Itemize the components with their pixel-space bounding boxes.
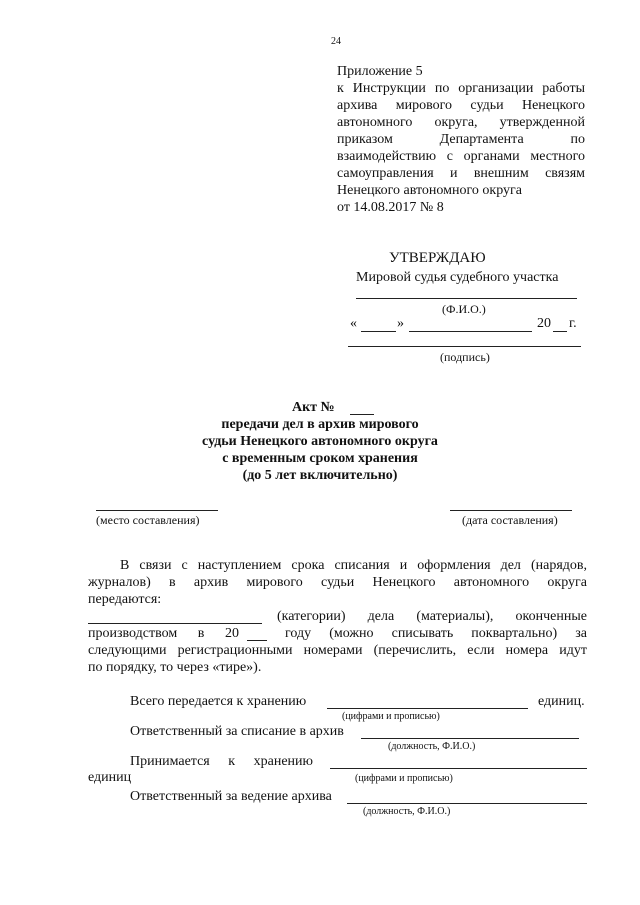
body-text-line: производством в 20 <box>88 626 239 641</box>
date-suffix: г. <box>569 316 577 331</box>
appendix-line: взаимодействию с органами местного <box>337 149 585 164</box>
fio-line <box>356 298 577 299</box>
responsible-archive-caption: (должность, Ф.И.О.) <box>363 806 451 817</box>
accepted-label: Принимается к хранению <box>130 754 313 769</box>
date-year-line <box>553 331 567 332</box>
appendix-line: самоуправления и внешним связям <box>337 166 585 181</box>
place-line <box>96 510 218 511</box>
total-caption: (цифрами и прописью) <box>342 711 440 722</box>
total-suffix: единиц. <box>538 694 585 709</box>
appendix-line: к Инструкции по организации работы <box>337 81 585 96</box>
body-text-line: по порядку, то через «тире»). <box>88 660 262 675</box>
act-number-label: Акт № <box>292 400 335 415</box>
body-text-line: В связи с наступлением срока списания и оформления дел (нарядов, <box>120 558 587 573</box>
responsible-archive-line <box>347 803 587 804</box>
appendix-line: приказом Департамента по <box>337 132 585 147</box>
responsible-writeoff-caption: (должность, Ф.И.О.) <box>388 741 476 752</box>
act-title-line: судьи Ненецкого автономного округа <box>202 434 438 449</box>
fio-caption: (Ф.И.О.) <box>442 302 486 316</box>
act-number-line <box>350 414 374 415</box>
act-title-line: (до 5 лет включительно) <box>242 468 398 483</box>
signature-line <box>348 346 581 347</box>
accepted-caption: (цифрами и прописью) <box>355 773 453 784</box>
responsible-archive-label: Ответственный за ведение архива <box>130 789 332 804</box>
place-caption: (место составления) <box>96 513 200 527</box>
appendix-line: архива мирового судьи Ненецкого <box>337 98 585 113</box>
category-line <box>88 623 262 624</box>
responsible-writeoff-line <box>361 738 579 739</box>
year-line <box>247 640 267 641</box>
accepted-units: единиц <box>88 770 132 785</box>
appendix-line: Ненецкого автономного округа <box>337 183 522 198</box>
date-month-line <box>409 331 532 332</box>
body-text-line: году (можно списывать поквартально) за <box>285 626 587 641</box>
date-compose-line <box>450 510 572 511</box>
date-compose-caption: (дата составления) <box>462 513 558 527</box>
appendix-title: Приложение 5 <box>337 64 423 79</box>
date-close-quote: » <box>397 316 404 331</box>
total-label: Всего передается к хранению <box>130 694 307 709</box>
body-text-line: передаются: <box>88 592 162 607</box>
approval-position: Мировой судья судебного участка <box>356 270 559 285</box>
appendix-date: от 14.08.2017 № 8 <box>337 200 444 215</box>
date-day-line <box>361 331 396 332</box>
body-text-line: следующими регистрационными номерами (перечислить, если номера идут <box>88 643 587 658</box>
signature-caption: (подпись) <box>440 350 490 364</box>
page-number: 24 <box>331 36 341 47</box>
responsible-writeoff-label: Ответственный за списание в архив <box>130 724 344 739</box>
body-text-line: (категории) дела (материалы), оконченные <box>277 609 587 624</box>
date-open-quote: « <box>350 316 357 331</box>
act-title-line: с временным сроком хранения <box>222 451 418 466</box>
appendix-line: автономного округа, утвержденной <box>337 115 585 130</box>
act-title-line: передачи дел в архив мирового <box>221 417 419 432</box>
approval-title: УТВЕРЖДАЮ <box>389 250 486 266</box>
body-text-line: журналов) в архив мирового судьи Ненецкого автономного округа <box>88 575 587 590</box>
accepted-line <box>330 768 587 769</box>
total-line <box>327 708 528 709</box>
date-year: 20 <box>537 316 551 331</box>
